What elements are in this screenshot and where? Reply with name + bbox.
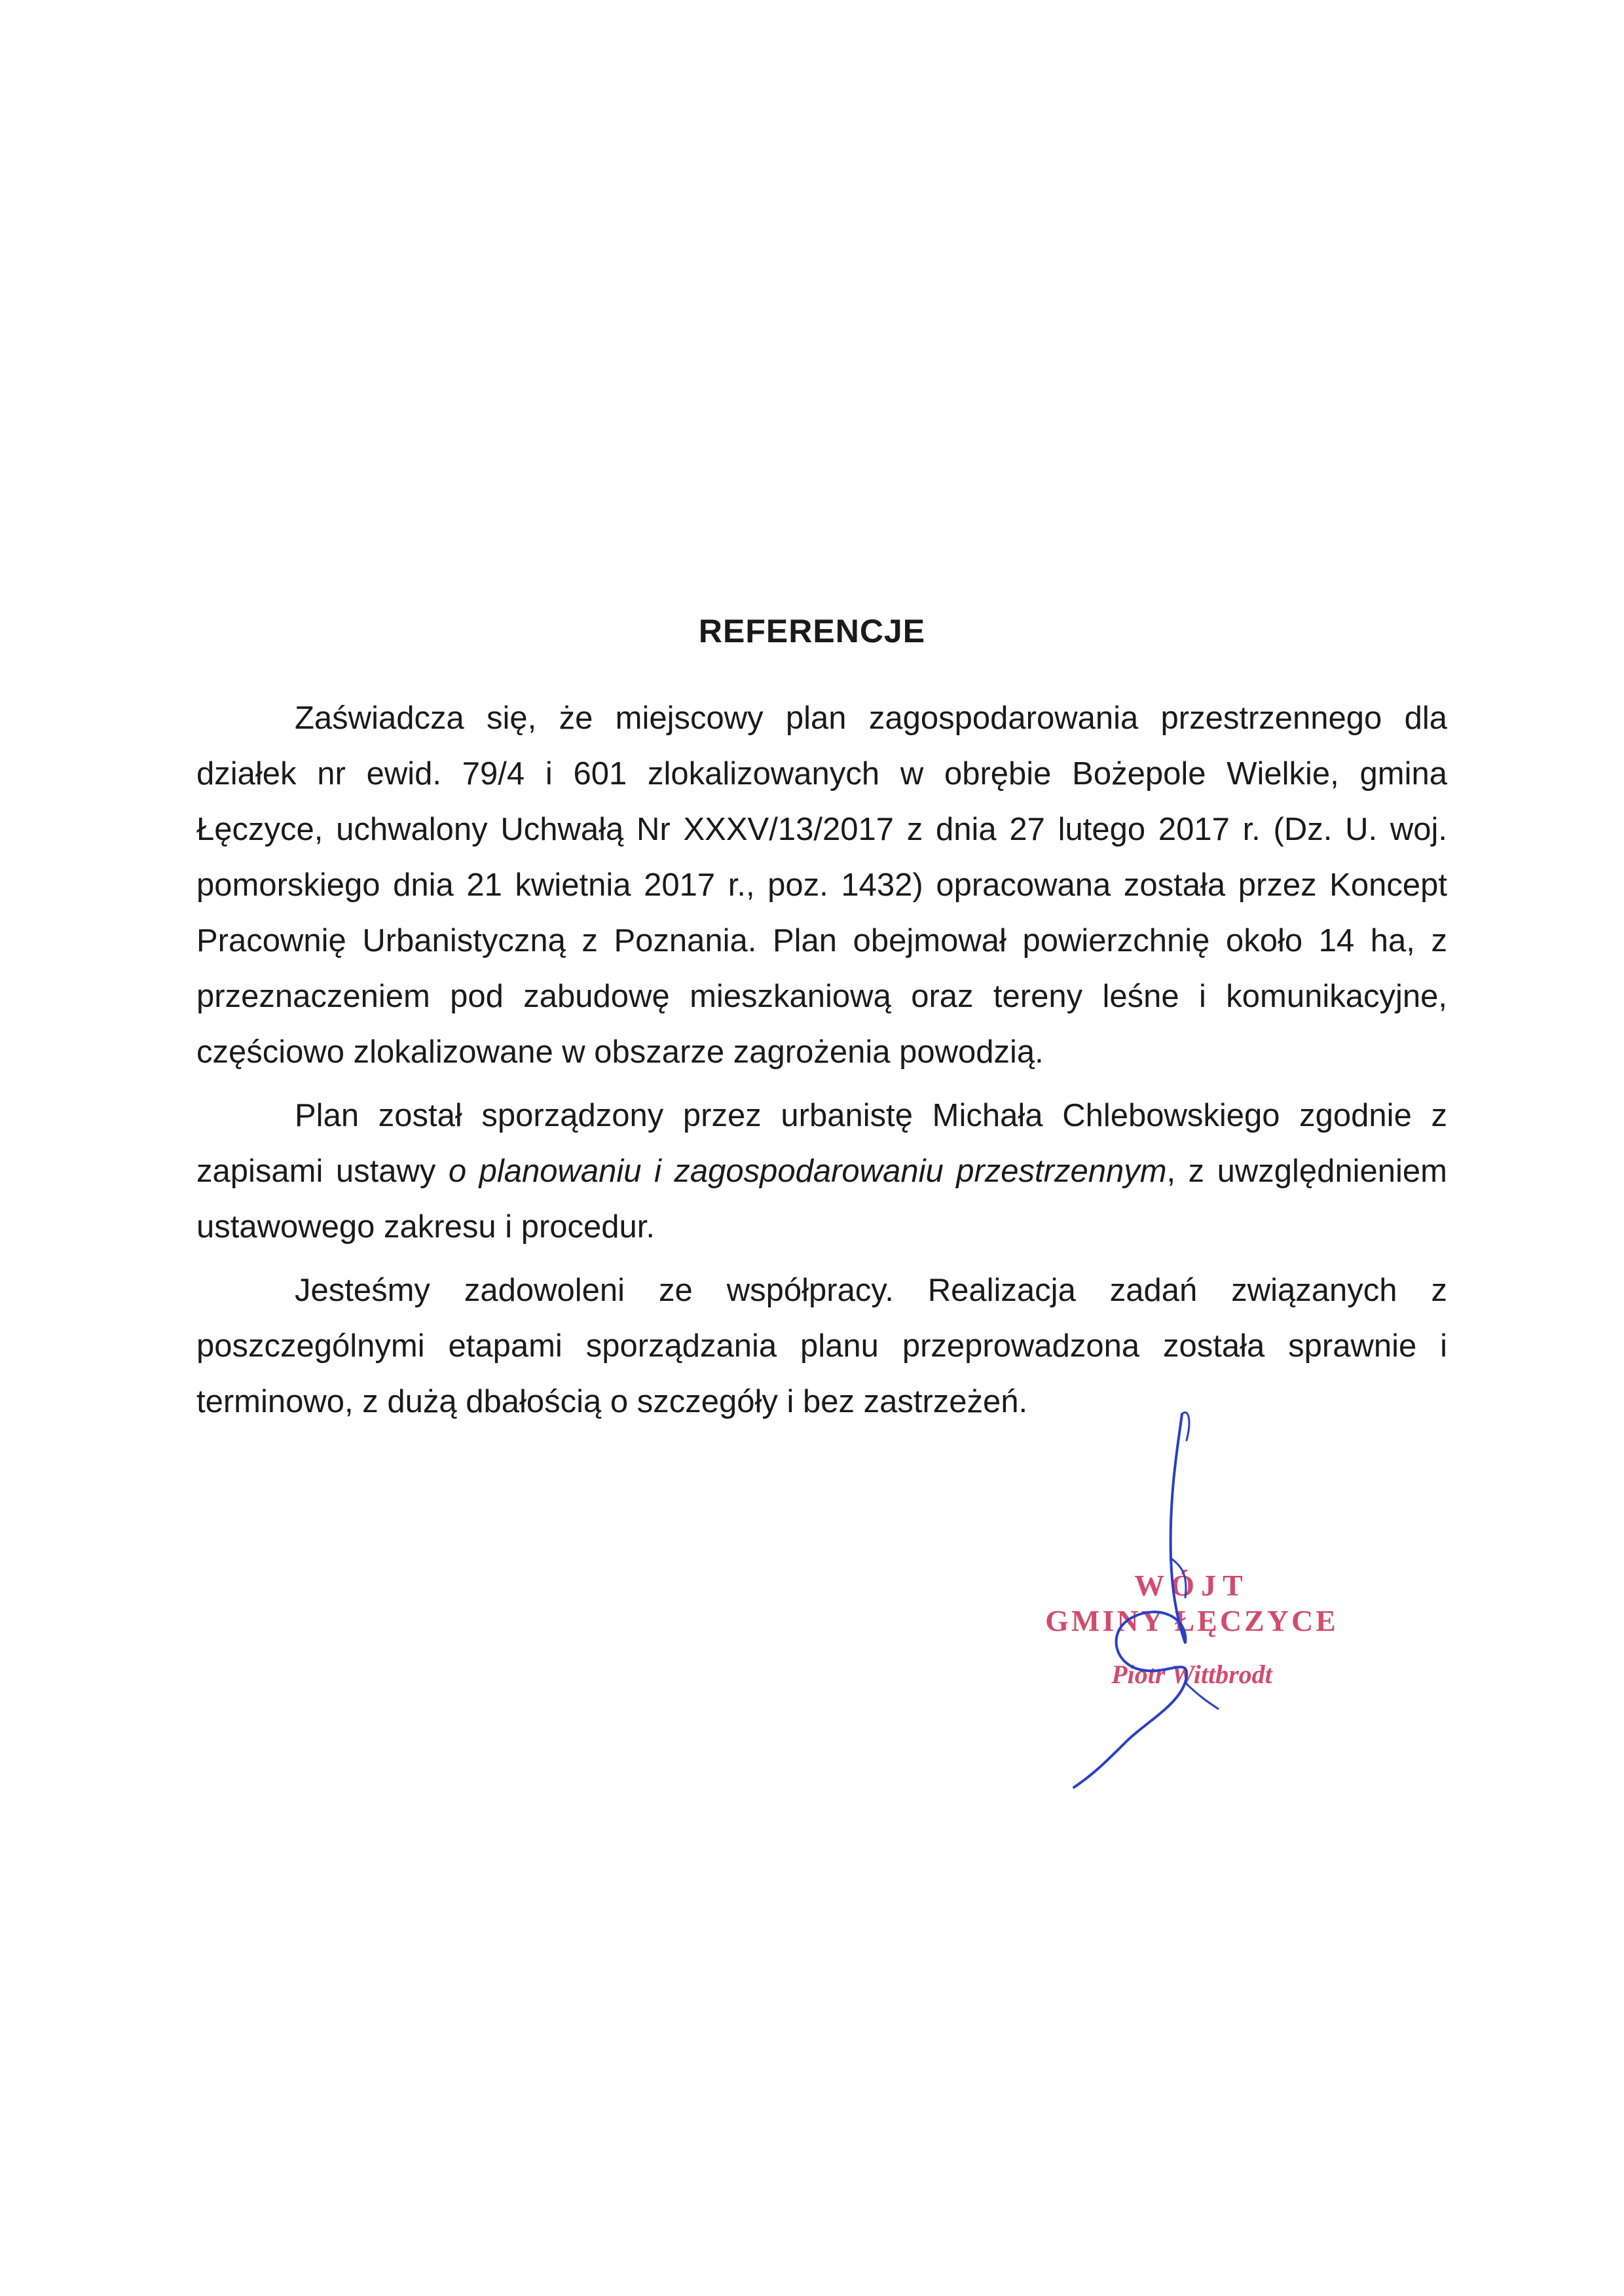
stamp-municipality: GMINY ŁĘCZYCE xyxy=(1045,1604,1338,1637)
paragraph-2-text-before: Plan został sporządzony przez urbanistę Michała Chlebowskiego zgodnie z zapisami ustawy xyxy=(196,1098,1447,1189)
paragraph-2-act-title: o planowaniu i zagospodarowaniu przestrzennym xyxy=(448,1154,1167,1189)
paragraph-1: Zaświadcza się, że miejscowy plan zagospodarowania przestrzennego dla działek nr ewid. 79/4 i 601 zlokalizowanych w obrębie Bożepole Wielkie, gmina Łęczyce, uchwalony Uchwałą Nr XXXV/13/2017 z dnia 27 lutego 2017 r. (Dz. U. woj. pomorskiego dnia 21 kwietnia 2017 r., poz. 1432) opracowana została przez Koncept Pracownię Urbanistyczną z Poznania. Plan obejmował powierzchnię około 14 ha, z przeznaczeniem pod zabudowę mieszkaniową oraz tereny leśne i komunikacyjne, częściowo zlokalizowane w obszarze zagrożenia powodzią. xyxy=(196,701,1447,1070)
stamp-name: Piotr Wittbrodt xyxy=(1111,1660,1272,1689)
paragraph-2 xyxy=(196,1088,1447,1255)
document-body xyxy=(196,691,1447,1438)
handwritten-signature-icon xyxy=(1048,1401,1310,1794)
paragraph-2-text-after: , z uwzględnieniem ustawowego zakresu i procedur. xyxy=(196,1154,1447,1245)
paragraph-3: Jesteśmy zadowoleni ze współpracy. Realizacja zadań związanych z poszczególnymi etapami sporządzania planu przeprowadzona została sprawnie i terminowo, z dużą dbałością o szczegóły i bez zastrzeżeń. xyxy=(196,1273,1447,1419)
stamp-title: WÓJT xyxy=(1134,1569,1249,1602)
document-title: REFERENCJE xyxy=(698,613,926,649)
